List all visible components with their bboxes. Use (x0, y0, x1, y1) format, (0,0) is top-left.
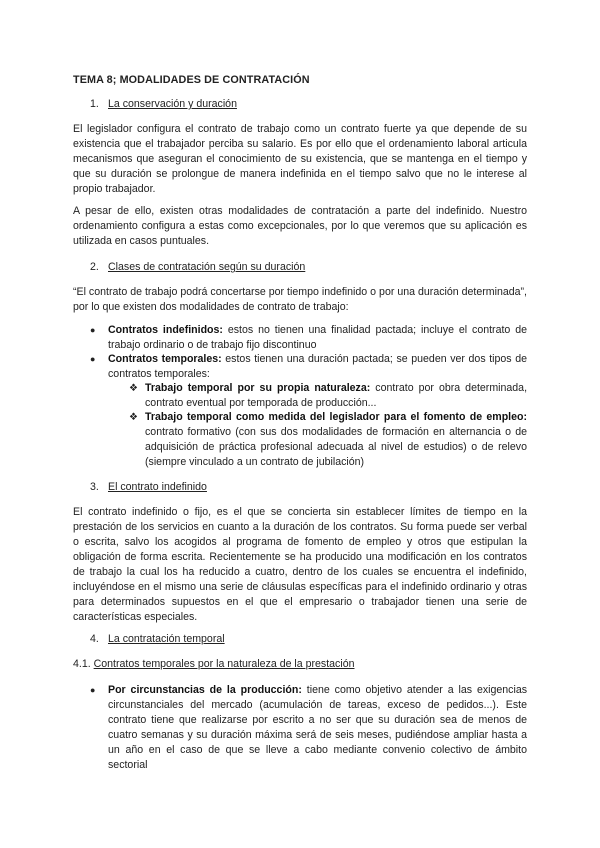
subsection-number: 4.1. (73, 658, 91, 670)
section-label: Clases de contratación según su duración (108, 261, 306, 273)
bullet-text (108, 352, 527, 382)
subbullet-text (145, 381, 527, 411)
bullet-description: tiene como objetivo atender a las exigencias circunstanciales del mercado (acumulación de tareas, exceso de pedidos...). Este contrato tiene que realizarse por escrito a no ser que su duración sea de menos de cuatro semanas y su duración máxima será de seis meses, pudiéndose ampliar hasta a un año en el caso de que se lleve a cabo mediante convenio colectivo de ámbito sectorial (108, 684, 528, 771)
section-2-heading (90, 260, 305, 275)
subbullet-description: contrato por obra determinada, contrato eventual por temporada de producción... (145, 382, 528, 409)
bullet-bold-term: Contratos indefinidos: (108, 324, 223, 336)
section-label: El contrato indefinido (108, 481, 207, 493)
bullet-description: estos tienen una duración pactada; se pueden ver dos tipos de contratos temporales: (108, 353, 527, 380)
bullet-text (108, 323, 527, 353)
bullet-description: estos no tienen una finalidad pactada; incluye el contrato de trabajo ordinario o de trabajo fijo discontinuo (108, 324, 527, 351)
paragraph-conservacion: El legislador configura el contrato de trabajo como un contrato fuerte ya que depende de su existencia que el trabajador perciba su salario. Es por ello que el ordenamiento laboral articula mecanismos que aseguran el conocimiento de su existencia, que se mantenga en el tiempo y que su duración se prolongue de manera indefinida en el tiempo salvo que no le interese al propio trabajador. (73, 123, 527, 195)
bullet-bold-term: Por circunstancias de la producción: (108, 684, 302, 696)
paragraph-modalidades: A pesar de ello, existen otras modalidades de contratación a parte del indefinido. Nuestro ordenamiento configura a estas como excepcionales, por lo que veremos que su aplicación es utilizada en casos puntuales. (73, 205, 527, 247)
diamond-bullet-icon: ❖ (129, 412, 138, 423)
section-number: 2. (90, 261, 99, 273)
section-4-1-heading (73, 657, 355, 672)
bullet-icon: ● (90, 685, 96, 695)
section-label: La contratación temporal (108, 633, 225, 645)
subsection-label: Contratos temporales por la naturaleza de la prestación (93, 658, 355, 670)
document-title: TEMA 8; MODALIDADES DE CONTRATACIÓN (73, 74, 310, 86)
section-number: 3. (90, 481, 99, 493)
bullet-icon: ● (90, 354, 96, 364)
section-number: 1. (90, 98, 99, 110)
subbullet-description: contrato formativo (con sus dos modalidades de formación en alternancia o de adquisición de práctica profesional adecuada al nivel de estudios) o de relevo (siempre vinculado a un contrato de jubilación) (145, 426, 527, 468)
diamond-bullet-icon: ❖ (129, 383, 138, 394)
bullet-text (108, 683, 527, 773)
section-3-heading (90, 480, 207, 495)
section-1-heading (90, 97, 237, 112)
section-number: 4. (90, 633, 99, 645)
bullet-icon: ● (90, 325, 96, 335)
section-4-heading (90, 632, 225, 647)
paragraph-cita-contrato: “El contrato de trabajo podrá concertarse por tiempo indefinido o por una duración determinada”, por lo que existen dos modalidades de contrato de trabajo: (73, 286, 527, 313)
section-label: La conservación y duración (108, 98, 237, 110)
subbullet-text (145, 410, 527, 470)
subbullet-bold-term: Trabajo temporal por su propia naturaleza: (145, 382, 371, 394)
subbullet-bold-term: Trabajo temporal como medida del legislador para el fomento de empleo: (145, 411, 527, 423)
paragraph-contrato-indefinido: El contrato indefinido o fijo, es el que se concierta sin establecer límites de tiempo en la prestación de los servicios en cuanto a la duración de los contratos. Su forma puede ser verbal o escrita, salvo los acogidos al programa de fomento de empleo y otros que estipulan la obligación de forma escrita. Recientemente se ha producido una modificación en los contratos de trabajo la cual los ha reducido a cuatro, dentro de los cuales se encuentra el indefinido, incluyéndose en el mismo una serie de cláusulas específicas para el indefinido ordinario y otras para determinados supuestos en el que el empresario o trabajador tienen una serie de características especiales. (73, 506, 527, 623)
bullet-bold-term: Contratos temporales: (108, 353, 222, 365)
